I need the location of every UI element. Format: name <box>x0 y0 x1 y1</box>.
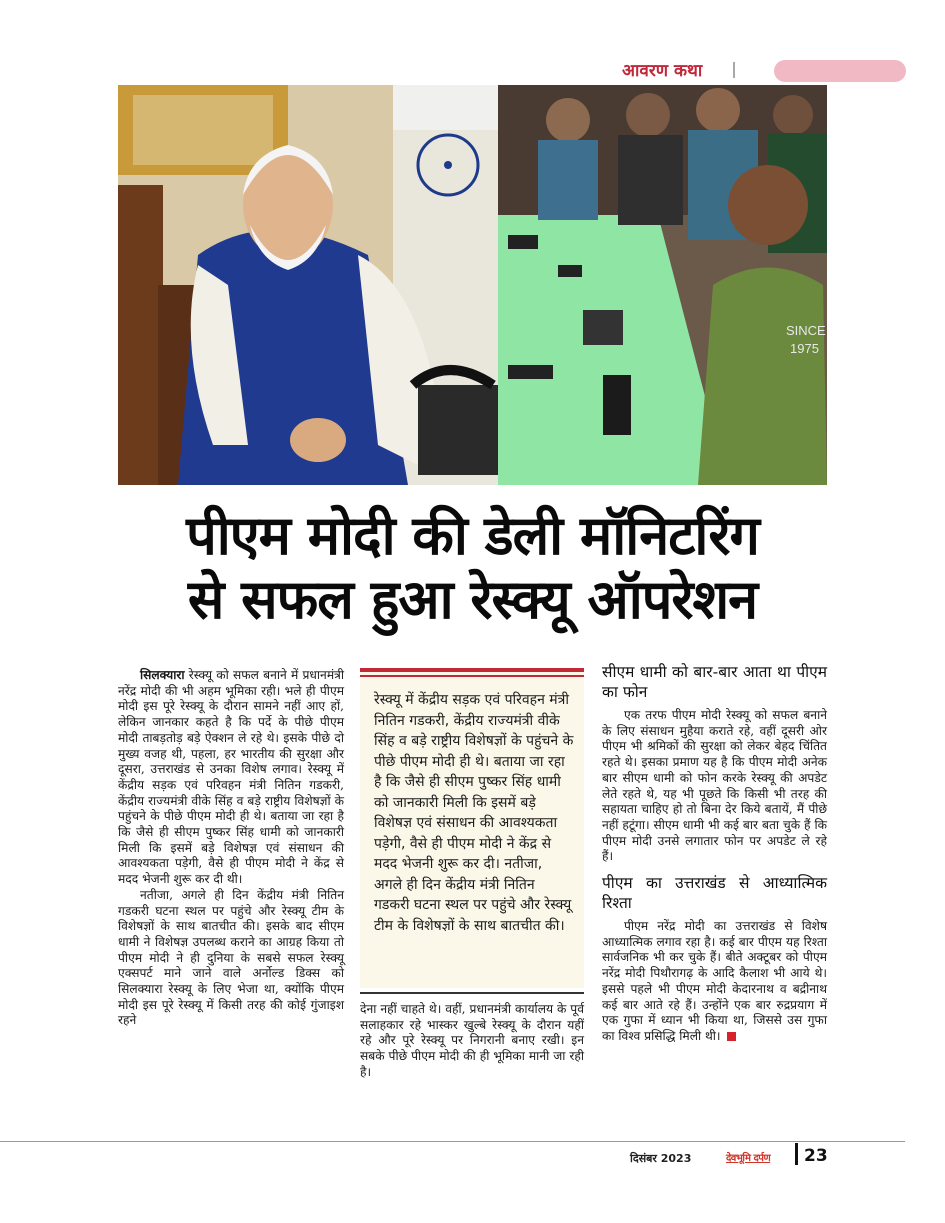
headline-line-1: पीएम मोदी की डेली मॉनिटरिंग <box>186 504 759 567</box>
column1-paragraph-2: नतीजा, अगले ही दिन केंद्रीय मंत्री नितिन गडकरी घटना स्थल पर पहुंचे और रेस्क्यू टीम के विशेषज्ञों के साथ बातचीत की। इसके बाद सीएम धामी ने विशेषज्ञ उपलब्ध कराने का आग्रह किया तो पीएम मोदी ने ही दुनिया के सबसे सफल रेस्क्यू एक्सपर्ट माने जाने वाले अर्नोल्ड डिक्स को सिलक्यारा रेस्क्यू के लिए भेजा था, क्योंकि पीएम मोदी इस पूरे रेस्क्यू में किसी तरह की कोई गुंजाइश रहने <box>118 887 344 1028</box>
end-mark-icon <box>727 1032 736 1041</box>
lead-photo-illustration <box>118 85 827 485</box>
shirt-text-1: SINCE <box>786 323 826 338</box>
subheading-1: सीएम धामी को बार-बार आता था पीएम का फोन <box>602 663 827 701</box>
headline <box>118 504 827 632</box>
lead-photo <box>118 85 827 485</box>
column3-paragraph-2 <box>602 919 827 1045</box>
pull-quote-text: रेस्क्यू में केंद्रीय सड़क एवं परिवहन मंत्री नितिन गडकरी, केंद्रीय राज्यमंत्री वीके सिंह व बड़े राष्ट्रीय विशेषज्ञों के पहुंचने के पीछे पीएम मोदी ही थे। बताया जा रहा है कि जैसे ही सीएम पुष्कर सिंह धामी को जानकारी मिली कि इसमें बड़े विशेषज्ञ एवं संसाधन की आवश्यकता पड़ेगी, वैसे ही पीएम मोदी ने केंद्र से मदद भेजनी शुरू कर दी। नतीजा, अगले ही दिन केंद्रीय मंत्री नितिन गडकरी घटना स्थल पर पहुंचे और रेस्क्यू टीम के विशेषज्ञों के साथ बातचीत की। <box>374 692 574 934</box>
section-pill <box>774 60 906 82</box>
footer-rule <box>0 1141 905 1142</box>
column2-paragraph-1: देना नहीं चाहते थे। वहीं, प्रधानमंत्री कार्यालय के पूर्व सलाहकार रहे भास्कर खुल्बे रेस्क्यू के दौरान यहीं रहे और पूरे रेस्क्यू पर निगरानी बनाए रखी। इन सबके पीछे पीएम मोदी की ही भूमिका मानी जा रही है। <box>360 1002 584 1079</box>
footer-date: दिसंबर 2023 <box>630 1152 692 1165</box>
article-column-2 <box>360 1002 584 1081</box>
footer-divider <box>795 1143 798 1165</box>
article-column-3 <box>602 662 827 1045</box>
section-divider <box>733 62 735 78</box>
column3-paragraph-2-text: पीएम नरेंद्र मोदी का उत्तराखंड से विशेष आध्यात्मिक लगाव रहा है। कई बार पीएम यह रिश्ता सार्वजनिक भी कर चुके हैं। बीते अक्टूबर को पीएम नरेंद्र मोदी पिथौरागढ़ के आदि कैलाश भी आये थे। इससे पहले भी पीएम मोदी केदारनाथ व बद्रीनाथ कई बार आते रहे हैं। उन्होंने एक बार रुद्रप्रयाग में एक गुफा में ध्यान भी किया था, जिससे उस गुफा का विश्व प्रसिद्धि मिली थी। <box>602 919 827 1043</box>
footer-magazine-name: देवभूमि दर्पण <box>726 1153 771 1164</box>
pull-quote-rule-top <box>360 668 584 672</box>
pull-quote-rule-top-thin <box>360 675 584 677</box>
lead-word: सिलक्यारा <box>140 668 185 682</box>
pull-quote-box <box>360 668 584 988</box>
column1-paragraph-1-text: रेस्क्यू को सफल बनाने में प्रधानमंत्री नरेंद्र मोदी की भी अहम भूमिका रही। भले ही पीएम मोदी इस पूरे रेस्क्यू के दौरान सामने नहीं आए हों, लेकिन जानकार कहते है कि पर्दे के पीछे पीएम मोदी ताबड़तोड़ बड़े ऐक्शन ले रहे थे। इसके पीछे दो मुख्य वजह थी, पहला, हर भारतीय की सुरक्षा और दूसरा, उत्तराखंड से उनका विशेष लगाव। रेस्क्यू में केंद्रीय सड़क एवं परिवहन मंत्री नितिन गडकरी, केंद्रीय राज्यमंत्री वीके सिंह व बड़े राष्ट्रीय विशेषज्ञों के पहुंचने के पीछे पीएम मोदी ही थे। बताया जा रहा है कि जैसे ही सीएम पुष्कर सिंह धामी को जानकारी मिली कि इसमें बड़े विशेषज्ञ एवं संसाधन की आवश्यकता पड़ेगी, वैसे ही पीएम मोदी ने केंद्र से मदद भेजनी शुरू कर दी थी। <box>118 668 344 887</box>
section-label: आवरण कथा <box>622 61 703 81</box>
column1-paragraph-1 <box>118 668 344 888</box>
page-number: 23 <box>804 1146 828 1166</box>
headline-line-2: से सफल हुआ रेस्क्यू ऑपरेशन <box>187 568 758 631</box>
shirt-text-2: 1975 <box>790 341 819 356</box>
pull-quote-rule-bottom <box>360 992 584 994</box>
article-column-1 <box>118 668 344 1029</box>
column3-paragraph-1: एक तरफ पीएम मोदी रेस्क्यू को सफल बनाने के लिए संसाधन मुहैया कराते रहे, वहीं दूसरी ओर पीएम भी श्रमिकों की सुरक्षा को लेकर बेहद चिंतित रहते थे। इसका प्रमाण यह है कि पीएम मोदी अनेक बार सीएम धामी को फोन करके रेस्क्यू की अपडेट लेते रहते थे, यह भी पूछते कि किसी भी तरह की सहायता चाहिए हो तो बिना देर किये बतायें, मैं पीछे नहीं हटूंगा। सीएम धामी भी कई बार बता चुके हैं कि पीएम मोदी उनसे लगातार फोन पर अपडेट ले रहे हैं। <box>602 708 827 864</box>
subheading-2: पीएम का उत्तराखंड से आध्यात्मिक रिश्ता <box>602 874 827 913</box>
